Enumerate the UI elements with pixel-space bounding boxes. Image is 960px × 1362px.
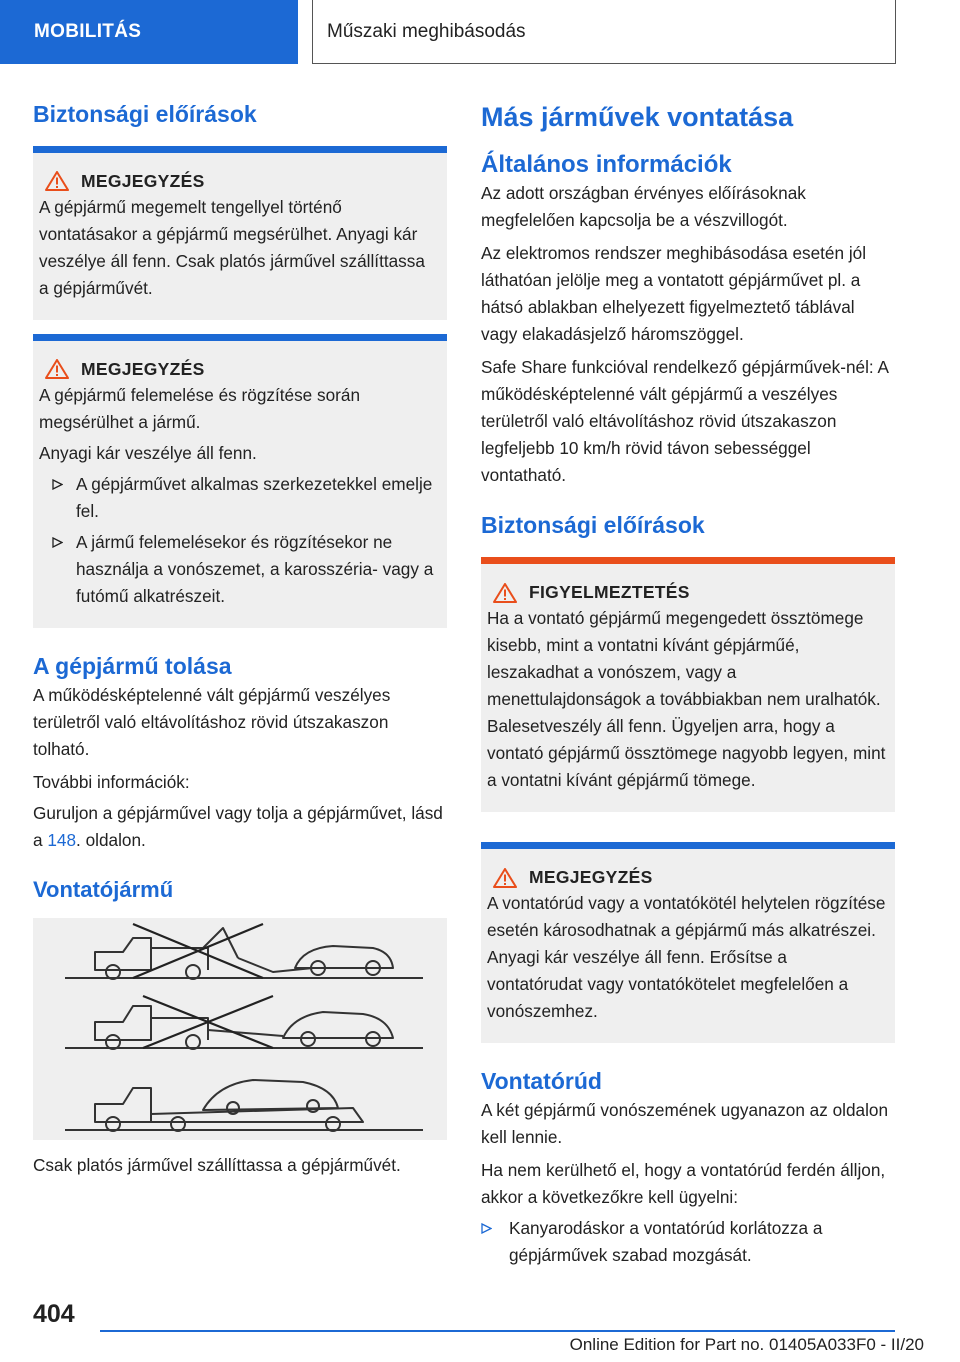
push-text: A működésképtelenné vált gépjármű veszélyes területről való eltávolításhoz rövid útszakaszon tolható. <box>33 684 391 759</box>
general-info-heading: Általános információk <box>481 151 732 179</box>
general-paragraph-1: Az adott országban érvényes előírásoknak megfelelően kapcsolja be a vészvillogót. <box>481 183 806 231</box>
warning-text: Ha a vontató gépjármű megengedett össztömege kisebb, mint a vontatni kívánt gépjárműé, leszakadhat a vonószem, vagy a menettulajdonságok a továbbiakban nem uralhatók. Balesetveszély áll fenn. Ügyeljen arra, hogy a vontató gépjármű össztömege nagyobb legyen, mint a vontatni kívánt gépjármű tömege. <box>487 608 886 791</box>
towbar-bullet-1: Kanyarodáskor a vontatórúd korlátozza a gépjárművek szabad mozgását. <box>509 1218 823 1266</box>
safety-heading-left: Biztonsági előírások <box>33 101 257 127</box>
push-reference: Guruljon a gépjárművel vagy tolja a gépjárművet, lásd a 148. oldalon. <box>33 802 443 850</box>
warning-triangle-icon <box>45 359 69 379</box>
note-box-1 <box>33 146 447 320</box>
note-text-3: A vontatórúd vagy a vontatókötél helytelen rögzítése esetén károsodhatnak a gépjármű más alkatrészei. Anyagi kár veszélye áll fenn. Erősítse a vontatórudat vagy vontatókötelet megfelelően a vonószemhez. <box>487 893 886 1022</box>
main-heading: Más járművek vontatása <box>481 102 794 132</box>
note-label-2: MEGJEGYZÉS <box>81 358 205 379</box>
right-column <box>481 100 895 1269</box>
bullet-triangle-icon <box>52 537 63 548</box>
bullet-triangle-icon <box>52 479 63 490</box>
left-column <box>33 100 447 1179</box>
general-paragraph-3: Safe Share funkcióval rendelkező gépjárművek-nél: A működésképtelenné vált gépjármű a veszélyes területről való eltávolításhoz rövid útszakaszon legfeljebb 10 km/h rövid távon sebességgel vontatható. <box>481 357 889 486</box>
header-chapter-tab <box>312 0 896 64</box>
note-title-1 <box>39 171 439 192</box>
note-label-3: MEGJEGYZÉS <box>529 867 653 888</box>
page-number: 404 <box>33 1300 75 1328</box>
warning-box <box>481 557 895 812</box>
list-item <box>39 529 439 610</box>
push-heading: A gépjármű tolása <box>33 652 232 679</box>
towing-illustration <box>33 918 447 1140</box>
note-text-2b: Anyagi kár veszélye áll fenn. <box>39 442 257 463</box>
footer-divider <box>100 1330 895 1332</box>
note2-bullet-2: A jármű felemelésekor és rögzítésekor ne használja a vonószemet, a karosszéria- vagy a futómű alkatrészeit. <box>76 531 434 606</box>
safety-heading-right: Biztonsági előírások <box>481 512 705 539</box>
towbar-heading: Vontatórúd <box>481 1068 602 1095</box>
bullet-triangle-icon <box>481 1223 492 1234</box>
note-title-2 <box>39 359 439 380</box>
warning-triangle-icon <box>45 171 69 191</box>
page-link[interactable]: 148 <box>47 829 77 850</box>
note-text-1: A gépjármű megemelt tengellyel történő vontatásakor a gépjármű megsérülhet. Anyagi kár veszélye áll fenn. Csak platós járművel szállíttassa a gépjárművét. <box>39 196 425 298</box>
figure-caption: Csak platós járművel szállíttassa a gépjárművét. <box>33 1155 401 1176</box>
warning-label: FIGYELMEZTETÉS <box>529 582 690 603</box>
list-item <box>39 471 439 525</box>
note-text-2a: A gépjármű felemelése és rögzítése során megsérülhet a jármű. <box>39 384 361 432</box>
note2-bullet-1: A gépjárművet alkalmas szerkezetekkel emelje fel. <box>76 473 433 521</box>
general-paragraph-2: Az elektromos rendszer meghibásodása esetén jól láthatóan jelölje meg a vontatott gépjárművet pl. a hátsó ablakban elhelyezett figyelmeztető táblával vagy elakadásjelző háromszöggel. <box>481 243 867 345</box>
warning-title <box>487 582 887 603</box>
header-chapter-label: Műszaki meghibásodás <box>327 20 526 42</box>
note-title-3 <box>487 867 887 888</box>
more-info-label: További információk: <box>33 771 190 792</box>
list-item <box>481 1215 895 1269</box>
towbar-paragraph-2: Ha nem kerülhető el, hogy a vontatórúd ferdén álljon, akkor a következőkre kell ügyelni: <box>481 1160 886 1208</box>
note-label-1: MEGJEGYZÉS <box>81 170 205 191</box>
note-box-2 <box>33 334 447 628</box>
towing-diagram <box>33 918 447 1140</box>
header-section-tab <box>0 0 298 64</box>
edition-note: Online Edition for Part no. 01405A033F0 - II/20 <box>569 1335 924 1354</box>
warning-triangle-icon <box>493 868 517 888</box>
warning-triangle-icon <box>493 583 517 603</box>
header-section-label: MOBILITÁS <box>34 21 142 42</box>
towbar-paragraph-1: A két gépjármű vonószemének ugyanazon az oldalon kell lennie. <box>481 1100 889 1148</box>
note-box-3 <box>481 842 895 1043</box>
tow-vehicle-heading: Vontatójármű <box>33 876 174 902</box>
